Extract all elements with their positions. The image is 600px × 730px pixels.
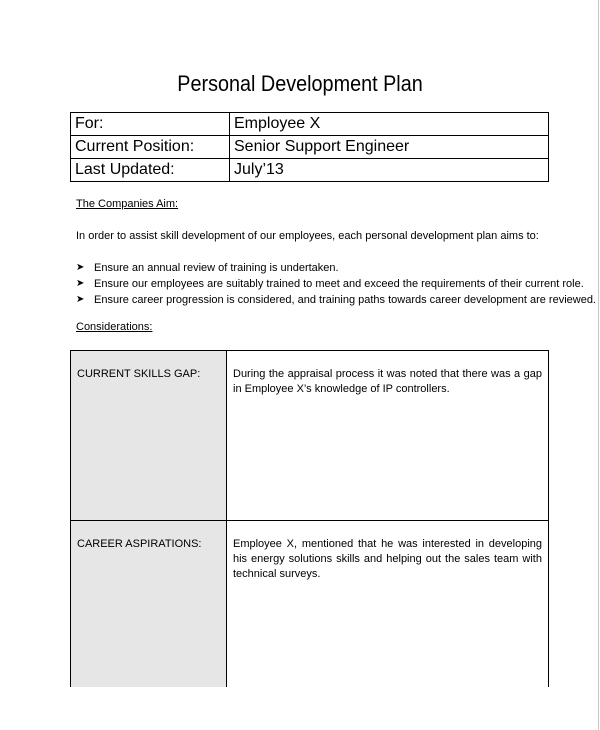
consideration-text: Employee X, mentioned that he was interested in developing his energy solutions skills and helping out the sales team with technical surveys. (227, 521, 549, 688)
list-item (76, 260, 596, 276)
consideration-label: CAREER ASPIRATIONS: (71, 521, 227, 688)
aims-heading: The Companies Aim: (76, 198, 179, 210)
info-row-position (71, 136, 549, 159)
info-value: Employee X (230, 113, 549, 136)
info-value: July’13 (230, 159, 549, 182)
aim-text: Ensure our employees are suitably trained to meet and exceed the requirements of their current role. (94, 278, 584, 290)
consideration-text: During the appraisal process it was noted that there was a gap in Employee X’s knowledge of IP controllers. (227, 351, 549, 521)
aim-text: Ensure an annual review of training is undertaken. (94, 262, 339, 274)
considerations-table (70, 350, 549, 687)
employee-info-table (70, 112, 549, 182)
aims-intro: In order to assist skill development of our employees, each personal development plan aims to: (76, 230, 539, 242)
arrow-bullet-icon: ➤ (76, 278, 85, 289)
info-label: Last Updated: (71, 159, 230, 182)
list-item (76, 276, 596, 292)
arrow-bullet-icon: ➤ (76, 294, 85, 305)
arrow-bullet-icon: ➤ (76, 262, 85, 273)
info-label: For: (71, 113, 230, 136)
table-row (71, 351, 549, 521)
info-label: Current Position: (71, 136, 230, 159)
table-row (71, 521, 549, 688)
considerations-heading: Considerations: (76, 321, 153, 333)
info-value: Senior Support Engineer (230, 136, 549, 159)
aim-text: Ensure career progression is considered, and training paths towards career development are reviewed. (94, 294, 596, 306)
document-title: Personal Development Plan (177, 71, 423, 96)
list-item (76, 292, 596, 308)
consideration-label: CURRENT SKILLS GAP: (71, 351, 227, 521)
info-row-for (71, 113, 549, 136)
info-row-updated (71, 159, 549, 182)
aims-list (76, 260, 596, 308)
